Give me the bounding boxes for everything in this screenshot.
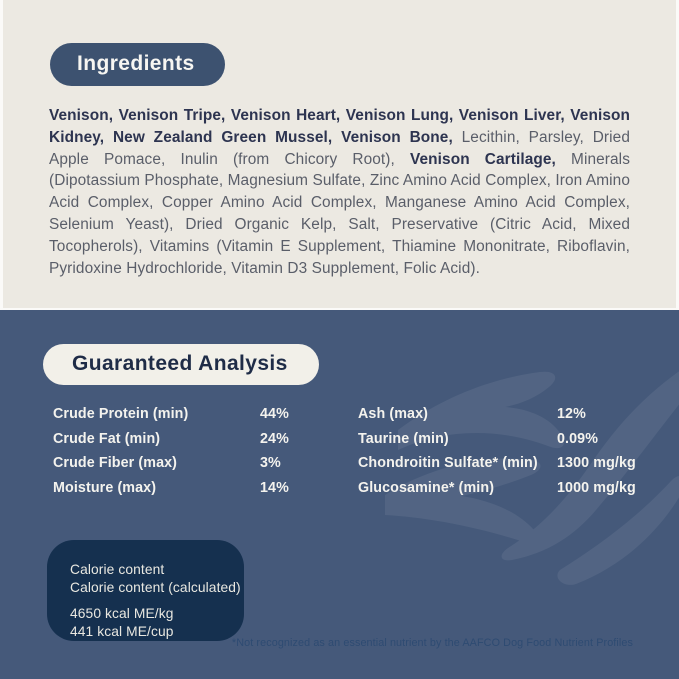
analysis-value: 14%	[260, 480, 289, 497]
analysis-value: 24%	[260, 430, 289, 447]
aafco-footnote: *Not recognized as an essential nutrient by the AAFCO Dog Food Nutrient Profiles	[231, 637, 633, 649]
analysis-label: Crude Fat (min)	[53, 430, 161, 447]
ingredient-segment: Venison, Venison Tripe, Venison Heart, Venison Lung, Venison Liver, Venison Kidney, New Zealand Green Mussel, Venison Bone,	[49, 107, 630, 146]
guaranteed-analysis-title-pill: Guaranteed Analysis	[43, 344, 319, 385]
ingredients-paragraph	[49, 105, 630, 279]
ingredient-segment: Minerals (Dipotassium Phosphate, Magnesium Sulfate, Zinc Amino Acid Complex, Iron Amino Acid Complex, Copper Amino Acid Complex, Manganese Amino Acid Complex, Selenium Yeast), Dried Organic Kelp, Salt, Preservative (Citric Acid, Mixed Tocopherols), Vitamins (Vitamin E Supplement, Thiamine Mononitrate, Riboflavin, Pyridoxine Hydrochloride, Vitamin D3 Supplement, Folic Acid).	[49, 150, 630, 277]
analysis-value: 1000 mg/kg	[557, 480, 636, 497]
calorie-content-values	[70, 605, 244, 641]
analysis-label: Chondroitin Sulfate* (min)	[358, 455, 538, 472]
analysis-table	[53, 402, 641, 500]
ingredients-section	[0, 0, 679, 308]
analysis-value: 44%	[260, 406, 289, 423]
analysis-label: Ash (max)	[358, 406, 429, 423]
analysis-label: Crude Fiber (max)	[53, 455, 178, 472]
calorie-content-headings	[70, 561, 244, 597]
calorie-value-line: 441 kcal ME/cup	[70, 624, 174, 639]
ingredient-segment: Venison Cartilage,	[410, 150, 572, 168]
calorie-heading-line: Calorie content (calculated)	[70, 580, 241, 595]
guaranteed-analysis-section	[0, 308, 679, 679]
analysis-label: Glucosamine* (min)	[358, 480, 495, 497]
ingredients-title-pill: Ingredients	[50, 43, 225, 86]
analysis-label: Taurine (min)	[358, 430, 449, 447]
calorie-heading-line: Calorie content	[70, 562, 165, 577]
analysis-label: Moisture (max)	[53, 480, 157, 497]
calorie-content-box	[47, 540, 244, 641]
calorie-value-line: 4650 kcal ME/kg	[70, 606, 174, 621]
analysis-value: 3%	[260, 455, 281, 472]
analysis-value: 0.09%	[557, 430, 599, 447]
analysis-value: 1300 mg/kg	[557, 455, 636, 472]
ingredient-segment: Lecithin, Parsley, Dried Apple Pomace, Inulin (from Chicory Root),	[49, 128, 630, 168]
analysis-value: 12%	[557, 406, 586, 423]
analysis-label: Crude Protein (min)	[53, 406, 189, 423]
